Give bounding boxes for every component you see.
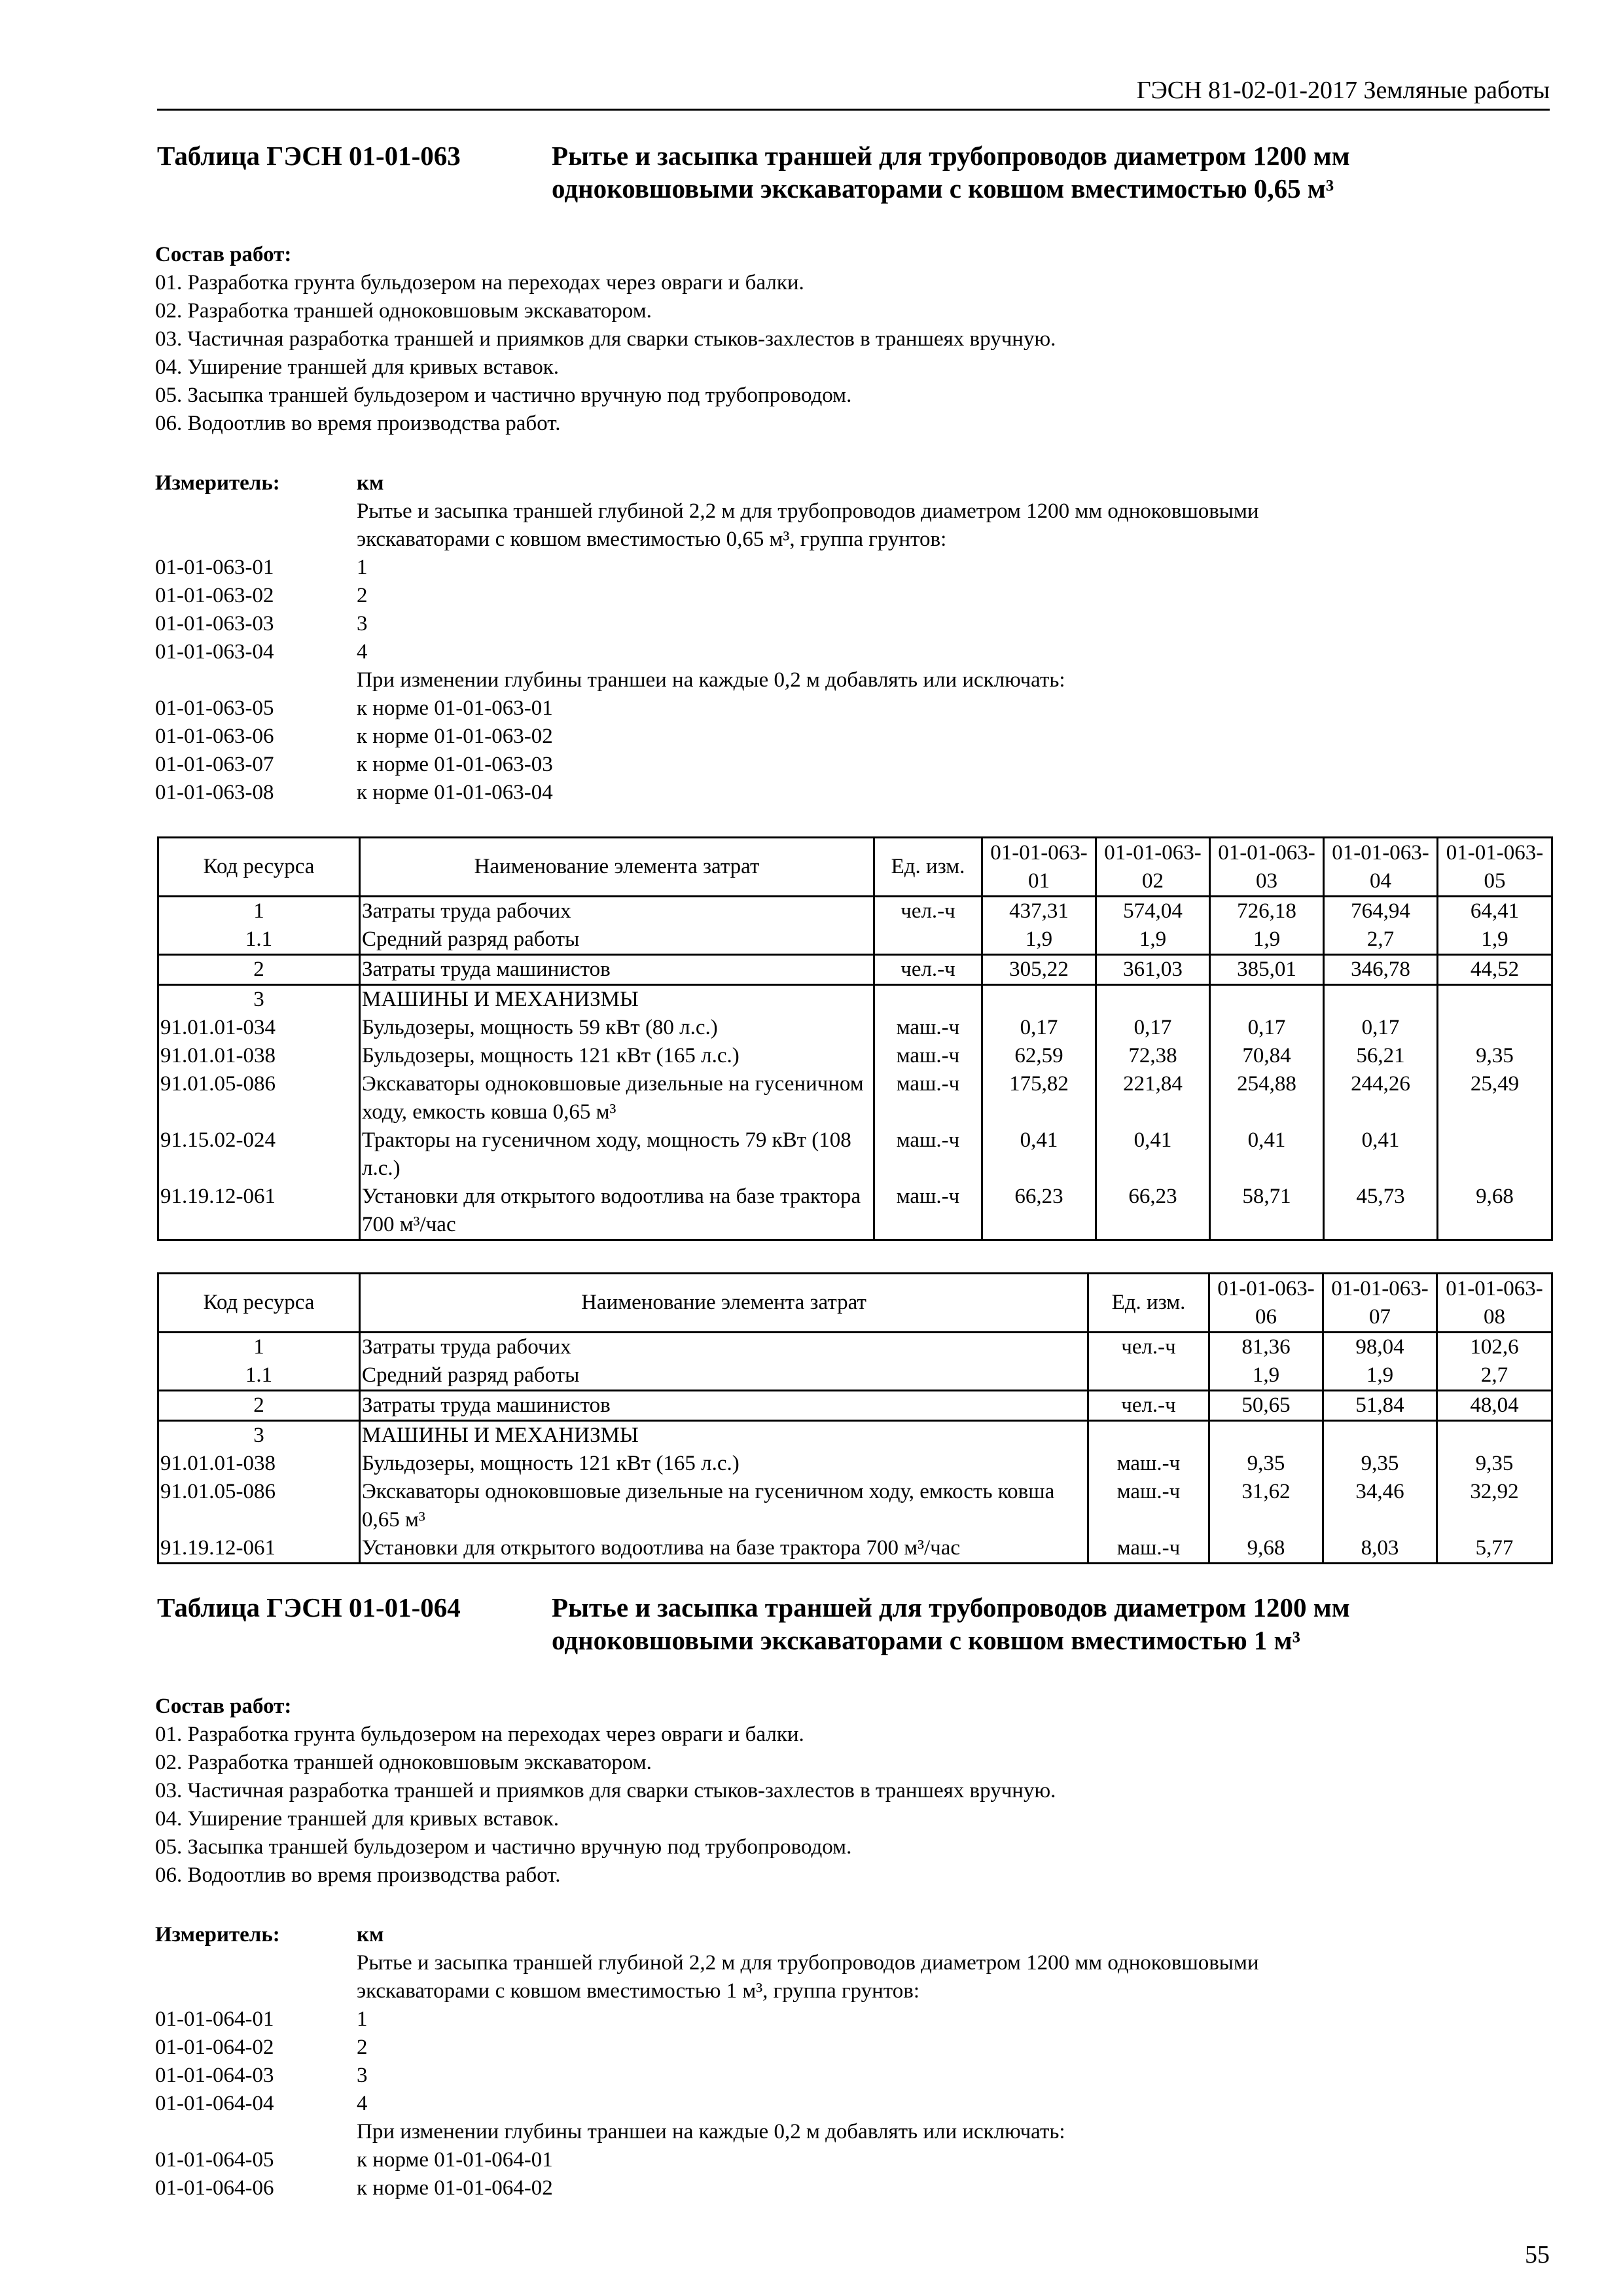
table-row [158,1361,1552,1391]
resource-table-1 [157,836,1553,1241]
cell-value: 0,17 [982,1014,1096,1042]
work-heading: Состав работ: [155,243,292,266]
cell-value: 726,18 [1210,897,1324,926]
table-063-label: Таблица ГЭСН 01-01-063 [157,141,461,171]
cell-value [1438,985,1552,1014]
table-row [158,1421,1552,1450]
cell-value [1323,1421,1437,1450]
norm-text: 4 [357,640,368,664]
cell-name: Средний разряд работы [360,925,874,955]
cell-value: 1,9 [1209,1361,1323,1391]
cell-value: 346,78 [1324,955,1438,985]
norm-text: 2 [357,584,368,607]
table-row [158,1042,1552,1070]
cell-value [1438,1126,1552,1183]
cell-name: Экскаваторы одноковшовые дизельные на гусеничном ходу, емкость ковша 0,65 м³ [360,1070,874,1126]
cell-value: 31,62 [1209,1478,1323,1534]
col-header: Код ресурса [158,838,360,897]
cell-value [1210,985,1324,1014]
cell-unit [874,985,982,1014]
cell-value [1096,985,1210,1014]
cell-name: Бульдозеры, мощность 121 кВт (165 л.с.) [360,1042,874,1070]
cell-unit: чел.-ч [1088,1333,1209,1362]
cell-value: 1,9 [982,925,1096,955]
cell-value: 70,84 [1210,1042,1324,1070]
cell-unit [1088,1361,1209,1391]
cell-name: Установки для открытого водоотлива на базе трактора 700 м³/час [360,1534,1088,1564]
table-row [158,897,1552,926]
cell-unit [874,925,982,955]
cell-unit: маш.-ч [874,1183,982,1240]
cell-value: 9,68 [1209,1534,1323,1564]
change-note: При изменении глубины траншеи на каждые 0,2 м добавлять или исключать: [357,2120,1065,2144]
col-header: Код ресурса [158,1274,360,1333]
cell-name: Средний разряд работы [360,1361,1088,1391]
norm-text: к норме 01-01-063-01 [357,696,553,720]
cell-value: 45,73 [1324,1183,1438,1240]
work-item: 01. Разработка грунта бульдозером на переходах через овраги и балки. [155,271,804,295]
meter-description: экскаваторами с ковшом вместимостью 1 м³, группа грунтов: [357,1979,919,2003]
cell-value: 244,26 [1324,1070,1438,1126]
cell-unit: маш.-ч [874,1126,982,1183]
meter-description: экскаваторами с ковшом вместимостью 0,65 м³, группа грунтов: [357,528,947,551]
cell-value: 32,92 [1437,1478,1552,1534]
norm-text: к норме 01-01-064-01 [357,2148,553,2172]
col-header: Наименование элемента затрат [360,838,874,897]
cell-value: 25,49 [1438,1070,1552,1126]
work-item: 03. Частичная разработка траншей и приямков для сварки стыков-захлестов в траншеях вручную. [155,1779,1056,1803]
table-row [158,1534,1552,1564]
cell-value: 72,38 [1096,1042,1210,1070]
norm-text: к норме 01-01-063-02 [357,725,553,748]
meter-label: Измеритель: [155,1923,280,1946]
norm-text: 3 [357,612,368,636]
cell-name: Затраты труда машинистов [360,955,874,985]
cell-value: 9,35 [1209,1450,1323,1478]
cell-name: Экскаваторы одноковшовые дизельные на гусеничном ходу, емкость ковша 0,65 м³ [360,1478,1088,1534]
work-heading: Состав работ: [155,1695,292,1718]
norm-code: 01-01-064-05 [155,2148,274,2172]
norm-code: 01-01-064-02 [155,2036,274,2059]
cell-value: 9,35 [1438,1042,1552,1070]
table-row [158,1333,1552,1362]
cell-code: 91.19.12-061 [158,1534,360,1564]
resource-table-2 [157,1272,1553,1564]
cell-value: 9,35 [1323,1450,1437,1478]
col-header: 01-01-063-04 [1324,838,1438,897]
norm-code: 01-01-063-03 [155,612,274,636]
table-row [158,985,1552,1014]
table-064-label: Таблица ГЭСН 01-01-064 [157,1592,461,1623]
work-item: 02. Разработка траншей одноковшовым экскаватором. [155,299,652,323]
cell-value: 64,41 [1438,897,1552,926]
work-list-063 [155,241,1056,438]
cell-value: 0,41 [1096,1126,1210,1183]
norm-code: 01-01-063-04 [155,640,274,664]
meter-block-064 [155,1921,1464,2209]
cell-value [1324,985,1438,1014]
cell-value: 437,31 [982,897,1096,926]
table-row [158,955,1552,985]
cell-unit: маш.-ч [1088,1450,1209,1478]
work-item: 04. Уширение траншей для кривых вставок. [155,1807,560,1831]
meter-block-063 [155,469,1464,810]
work-item: 02. Разработка траншей одноковшовым экскаватором. [155,1751,652,1774]
cell-value: 2,7 [1437,1361,1552,1391]
cell-code: 1.1 [158,1361,360,1391]
cell-unit: маш.-ч [1088,1478,1209,1534]
cell-code: 1.1 [158,925,360,955]
cell-name: Бульдозеры, мощность 121 кВт (165 л.с.) [360,1450,1088,1478]
norm-text: к норме 01-01-063-04 [357,781,553,804]
cell-value: 56,21 [1324,1042,1438,1070]
work-item: 06. Водоотлив во время производства работ. [155,1863,561,1887]
norm-code: 01-01-064-04 [155,2092,274,2115]
norm-code: 01-01-063-08 [155,781,274,804]
cell-name: Тракторы на гусеничном ходу, мощность 79 кВт (108 л.с.) [360,1126,874,1183]
meter-description: Рытье и засыпка траншей глубиной 2,2 м для трубопроводов диаметром 1200 мм одноковшовыми [357,499,1259,523]
work-item: 05. Засыпка траншей бульдозером и частично вручную под трубопроводом. [155,384,852,407]
table-row [158,1070,1552,1126]
norm-code: 01-01-063-05 [155,696,274,720]
cell-value: 1,9 [1438,925,1552,955]
cell-value [982,985,1096,1014]
norm-text: 4 [357,2092,368,2115]
norm-text: 2 [357,2036,368,2059]
cell-value: 0,41 [1210,1126,1324,1183]
cell-value: 305,22 [982,955,1096,985]
cell-value: 8,03 [1323,1534,1437,1564]
table-064-title-line1: Рытье и засыпка траншей для трубопроводов диаметром 1200 мм [552,1592,1350,1623]
norm-code: 01-01-064-03 [155,2064,274,2087]
col-header: 01-01-063-01 [982,838,1096,897]
cell-name: Бульдозеры, мощность 59 кВт (80 л.с.) [360,1014,874,1042]
cell-unit: маш.-ч [874,1014,982,1042]
table-row [158,1478,1552,1534]
table-063-title [157,139,1551,211]
table-row [158,1126,1552,1183]
page-number: 55 [1525,2241,1550,2269]
work-item: 03. Частичная разработка траншей и приямков для сварки стыков-захлестов в траншеях вручную. [155,327,1056,351]
running-header: ГЭСН 81-02-01-2017 Земляные работы [157,73,1550,111]
cell-value: 48,04 [1437,1391,1552,1421]
cell-value: 66,23 [1096,1183,1210,1240]
norm-code: 01-01-064-06 [155,2176,274,2200]
cell-value: 44,52 [1438,955,1552,985]
cell-value: 51,84 [1323,1391,1437,1421]
cell-value: 0,41 [1324,1126,1438,1183]
cell-code: 91.01.01-038 [158,1450,360,1478]
cell-value: 764,94 [1324,897,1438,926]
col-header: 01-01-063-06 [1209,1274,1323,1333]
table-row [158,1183,1552,1240]
cell-value: 1,9 [1210,925,1324,955]
cell-unit: маш.-ч [874,1042,982,1070]
norm-code: 01-01-063-06 [155,725,274,748]
work-item: 01. Разработка грунта бульдозером на переходах через овраги и балки. [155,1723,804,1746]
cell-code: 1 [158,1333,360,1362]
cell-value: 2,7 [1324,925,1438,955]
cell-value: 5,77 [1437,1534,1552,1564]
table-063-title-line2: одноковшовыми экскаваторами с ковшом вместимостью 0,65 м³ [552,173,1334,204]
cell-code: 91.01.05-086 [158,1478,360,1534]
norm-text: 1 [357,556,368,579]
col-header: 01-01-063-05 [1438,838,1552,897]
cell-code: 1 [158,897,360,926]
cell-value: 50,65 [1209,1391,1323,1421]
table-row [158,1450,1552,1478]
col-header: 01-01-063-07 [1323,1274,1437,1333]
cell-unit [1088,1421,1209,1450]
cell-code: 91.01.01-034 [158,1014,360,1042]
cell-name: Установки для открытого водоотлива на базе трактора 700 м³/час [360,1183,874,1240]
cell-code: 91.19.12-061 [158,1183,360,1240]
table-063-title-line1: Рытье и засыпка траншей для трубопроводов диаметром 1200 мм [552,141,1350,171]
cell-value [1438,1014,1552,1042]
cell-value: 81,36 [1209,1333,1323,1362]
cell-unit: чел.-ч [874,955,982,985]
cell-code: 91.01.01-038 [158,1042,360,1070]
cell-unit: чел.-ч [1088,1391,1209,1421]
cell-value: 66,23 [982,1183,1096,1240]
cell-value: 0,17 [1324,1014,1438,1042]
cell-unit: маш.-ч [1088,1534,1209,1564]
cell-value: 58,71 [1210,1183,1324,1240]
norm-code: 01-01-063-07 [155,753,274,776]
cell-value: 62,59 [982,1042,1096,1070]
col-header: 01-01-063-03 [1210,838,1324,897]
norm-code: 01-01-064-01 [155,2007,274,2031]
cell-value: 9,68 [1438,1183,1552,1240]
work-list-064 [155,1693,1056,1890]
col-header: Наименование элемента затрат [360,1274,1088,1333]
col-header: Ед. изм. [1088,1274,1209,1333]
cell-value: 9,35 [1437,1450,1552,1478]
cell-unit: чел.-ч [874,897,982,926]
cell-value: 102,6 [1437,1333,1552,1362]
cell-value: 0,41 [982,1126,1096,1183]
cell-value: 385,01 [1210,955,1324,985]
table-row [158,925,1552,955]
table-064-title [157,1590,1551,1662]
cell-value: 221,84 [1096,1070,1210,1126]
norm-text: 1 [357,2007,368,2031]
cell-value: 1,9 [1096,925,1210,955]
table-064-title-line2: одноковшовыми экскаваторами с ковшом вместимостью 1 м³ [552,1625,1300,1655]
norm-text: к норме 01-01-064-02 [357,2176,553,2200]
cell-code: 2 [158,955,360,985]
work-item: 06. Водоотлив во время производства работ. [155,412,561,435]
cell-value: 361,03 [1096,955,1210,985]
col-header: 01-01-063-08 [1437,1274,1552,1333]
cell-name: Затраты труда рабочих [360,897,874,926]
cell-value: 98,04 [1323,1333,1437,1362]
cell-name: МАШИНЫ И МЕХАНИЗМЫ [360,985,874,1014]
cell-value: 175,82 [982,1070,1096,1126]
cell-value: 1,9 [1323,1361,1437,1391]
col-header: 01-01-063-02 [1096,838,1210,897]
cell-code: 3 [158,1421,360,1450]
cell-code: 2 [158,1391,360,1421]
norm-text: к норме 01-01-063-03 [357,753,553,776]
cell-name: Затраты труда рабочих [360,1333,1088,1362]
work-item: 05. Засыпка траншей бульдозером и частично вручную под трубопроводом. [155,1835,852,1859]
table-row [158,1014,1552,1042]
meter-label: Измеритель: [155,471,280,495]
cell-code: 91.15.02-024 [158,1126,360,1183]
cell-code: 3 [158,985,360,1014]
norm-code: 01-01-063-01 [155,556,274,579]
cell-code: 91.01.05-086 [158,1070,360,1126]
cell-value: 0,17 [1210,1014,1324,1042]
cell-value: 34,46 [1323,1478,1437,1534]
col-header: Ед. изм. [874,838,982,897]
norm-code: 01-01-063-02 [155,584,274,607]
meter-description: Рытье и засыпка траншей глубиной 2,2 м для трубопроводов диаметром 1200 мм одноковшовыми [357,1951,1259,1975]
cell-unit: маш.-ч [874,1070,982,1126]
cell-value: 574,04 [1096,897,1210,926]
meter-unit: км [357,1923,384,1946]
cell-value: 254,88 [1210,1070,1324,1126]
norm-text: 3 [357,2064,368,2087]
cell-value: 0,17 [1096,1014,1210,1042]
table-row [158,1391,1552,1421]
cell-name: МАШИНЫ И МЕХАНИЗМЫ [360,1421,1088,1450]
change-note: При изменении глубины траншеи на каждые 0,2 м добавлять или исключать: [357,668,1065,692]
cell-value [1437,1421,1552,1450]
cell-name: Затраты труда машинистов [360,1391,1088,1421]
work-item: 04. Уширение траншей для кривых вставок. [155,355,560,379]
meter-unit: км [357,471,384,495]
cell-value [1209,1421,1323,1450]
